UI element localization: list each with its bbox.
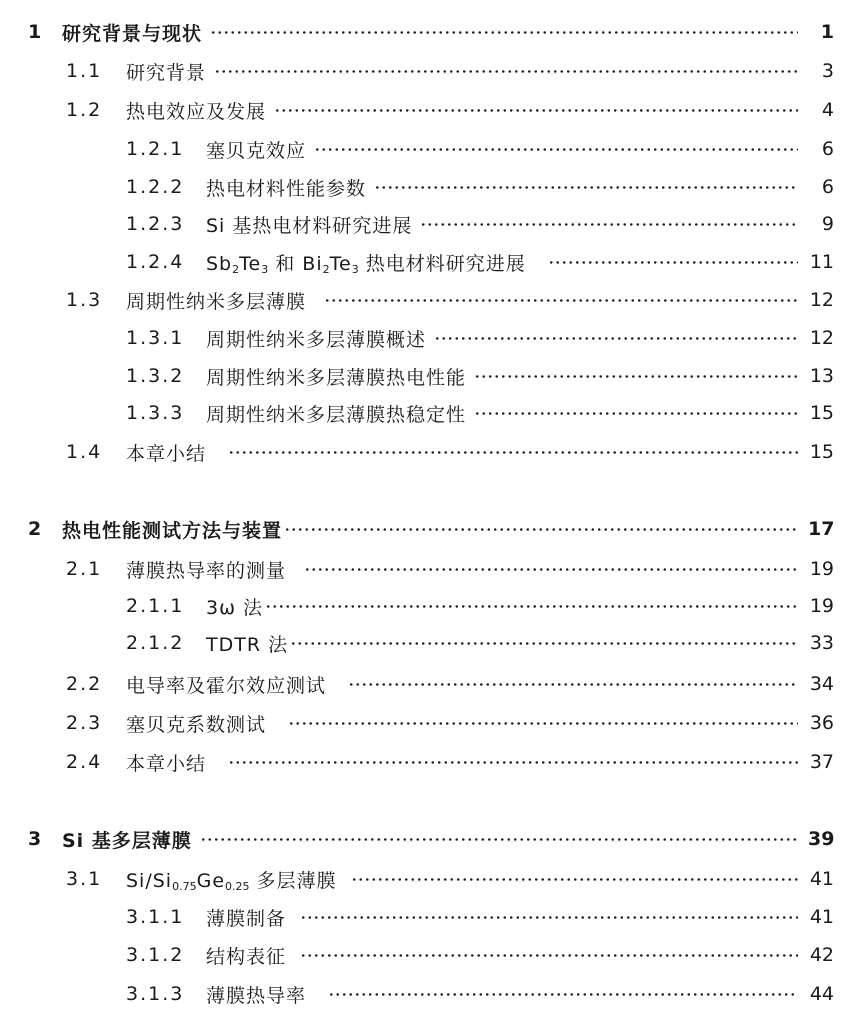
toc-entry-2-1[interactable]	[0, 551, 862, 587]
dot-leader	[474, 412, 798, 415]
dot-leader	[290, 642, 798, 645]
toc-number: 1.4	[66, 441, 103, 463]
toc-entry-1-3-3[interactable]	[0, 395, 862, 431]
toc-page-number: 39	[808, 828, 835, 850]
toc-number: 2.1	[66, 558, 103, 580]
toc-page-number: 36	[809, 712, 834, 734]
toc-page-number: 13	[809, 365, 834, 387]
toc-number: 2.1.2	[126, 632, 185, 654]
toc-page-number: 34	[809, 673, 834, 695]
toc-page-number: 15	[809, 441, 834, 463]
toc-entry-1-2-1[interactable]	[0, 131, 862, 167]
formula-element: Si/Si	[126, 869, 173, 892]
title-text: 热电材料研究进展	[358, 252, 526, 275]
dot-leader	[284, 528, 798, 531]
toc-title: 热电效应及发展	[126, 100, 267, 123]
toc-page-number: 11	[809, 251, 834, 273]
toc-number: 2.3	[66, 712, 103, 734]
dot-leader	[228, 761, 798, 764]
toc-entry-1-3-1[interactable]	[0, 320, 862, 356]
dot-leader	[474, 375, 798, 378]
toc-title: 热电材料性能参数	[206, 177, 367, 200]
toc-title: 本章小结	[126, 752, 207, 775]
toc-title: Si 基多层薄膜	[62, 829, 192, 852]
toc-page-number: 19	[809, 595, 834, 617]
toc-number: 3	[28, 828, 42, 850]
toc-title: 周期性纳米多层薄膜热电性能	[206, 366, 467, 389]
toc-title: 研究背景	[126, 61, 207, 84]
toc-number: 1.3.1	[126, 327, 185, 349]
toc-entry-1-2-3[interactable]	[0, 206, 862, 242]
toc-entry-1-2-2[interactable]	[0, 169, 862, 205]
formula-subscript: 0.25	[225, 879, 250, 893]
toc-entry-1-1[interactable]	[0, 53, 862, 89]
toc-page-number: 19	[809, 558, 834, 580]
toc-entry-1-3-2[interactable]	[0, 358, 862, 394]
dot-leader	[351, 878, 798, 881]
toc-entry-1[interactable]	[0, 14, 862, 50]
toc-title: 薄膜热导率的测量	[126, 559, 287, 582]
dot-leader	[200, 838, 798, 841]
toc-page-number: 42	[809, 944, 834, 966]
toc-page-number: 6	[821, 138, 834, 160]
toc-number: 1.3	[66, 289, 103, 311]
toc-title: 塞贝克效应	[206, 139, 307, 162]
toc-entry-1-4[interactable]	[0, 434, 862, 470]
toc-title: TDTR 法	[206, 633, 289, 656]
toc-number: 1.3.3	[126, 402, 185, 424]
toc-entry-3[interactable]	[0, 821, 862, 857]
toc-page-number: 41	[809, 868, 834, 890]
formula-element: Ge	[196, 869, 226, 892]
toc-entry-2-2[interactable]	[0, 666, 862, 702]
toc-title	[126, 866, 337, 893]
dot-leader	[288, 722, 798, 725]
toc-page-number: 4	[821, 99, 834, 121]
toc-title: 周期性纳米多层薄膜热稳定性	[206, 403, 467, 426]
toc-number: 1.2	[66, 99, 103, 121]
toc-title	[206, 249, 526, 276]
toc-entry-1-2[interactable]	[0, 92, 862, 128]
formula-subscript: 0.75	[172, 879, 197, 893]
toc-number: 2	[28, 518, 42, 540]
dot-leader	[324, 299, 798, 302]
dot-leader	[265, 605, 798, 608]
toc-title: 结构表征	[206, 945, 287, 968]
toc-entry-1-2-4[interactable]	[0, 244, 862, 280]
toc-number: 3.1.3	[126, 983, 185, 1005]
toc-number: 1.2.4	[126, 251, 185, 273]
toc-entry-1-3[interactable]	[0, 282, 862, 318]
toc-title: 周期性纳米多层薄膜	[126, 290, 307, 313]
toc-entry-2-1-2[interactable]	[0, 625, 862, 661]
toc-number: 1.2.2	[126, 176, 185, 198]
dot-leader	[304, 568, 798, 571]
dot-leader	[300, 916, 798, 919]
toc-entry-3-1-3[interactable]	[0, 976, 862, 1012]
toc-entry-2-3[interactable]	[0, 705, 862, 741]
toc-number: 1.3.2	[126, 365, 185, 387]
dot-leader	[348, 683, 798, 686]
toc-page-number: 12	[809, 289, 834, 311]
toc-number: 2.4	[66, 751, 103, 773]
toc-number: 3.1.1	[126, 906, 185, 928]
title-text: 和 Bi	[268, 252, 323, 275]
dot-leader	[274, 109, 798, 112]
formula-subscript: 3	[261, 262, 269, 276]
formula-element: Te	[239, 252, 262, 275]
toc-page-number: 37	[809, 751, 834, 773]
toc-page-number: 9	[821, 213, 834, 235]
dot-leader	[374, 186, 798, 189]
formula-subscript: 2	[322, 262, 330, 276]
toc-page-number: 15	[809, 402, 834, 424]
toc-title: 3ω 法	[206, 596, 264, 619]
title-text: 多层薄膜	[249, 869, 337, 892]
dot-leader	[314, 148, 798, 151]
toc-page-number: 33	[809, 632, 834, 654]
toc-title: Si 基热电材料研究进展	[206, 214, 413, 237]
toc-number: 1.1	[66, 60, 103, 82]
toc-entry-3-1-1[interactable]	[0, 899, 862, 935]
formula-subscript: 3	[351, 262, 359, 276]
toc-title: 本章小结	[126, 442, 207, 465]
dot-leader	[420, 223, 798, 226]
dot-leader	[300, 954, 798, 957]
toc-entry-3-1-2[interactable]	[0, 937, 862, 973]
toc-title: 周期性纳米多层薄膜概述	[206, 328, 427, 351]
toc-title: 塞贝克系数测试	[126, 713, 267, 736]
toc-page-number: 44	[809, 983, 834, 1005]
toc-page-number: 3	[821, 60, 834, 82]
toc-entry-3-1[interactable]	[0, 861, 862, 897]
dot-leader	[434, 337, 798, 340]
toc-page-number: 12	[809, 327, 834, 349]
toc-title: 热电性能测试方法与装置	[62, 519, 283, 542]
toc-title: 薄膜热导率	[206, 984, 307, 1007]
dot-leader	[214, 70, 798, 73]
formula-element: Te	[329, 252, 352, 275]
toc-number: 1	[28, 21, 42, 43]
dot-leader	[328, 993, 798, 996]
toc-entry-2-4[interactable]	[0, 744, 862, 780]
toc-entry-2-1-1[interactable]	[0, 588, 862, 624]
toc-page-number: 17	[808, 518, 835, 540]
toc-title: 电导率及霍尔效应测试	[126, 674, 327, 697]
toc-title: 研究背景与现状	[62, 22, 203, 45]
toc-number: 3.1.2	[126, 944, 185, 966]
dot-leader	[210, 31, 798, 34]
toc-number: 2.2	[66, 673, 103, 695]
formula-element: Sb	[206, 252, 233, 275]
toc-page-number: 1	[820, 21, 834, 43]
toc-page-number: 6	[821, 176, 834, 198]
toc-title: 薄膜制备	[206, 907, 287, 930]
toc-number: 2.1.1	[126, 595, 185, 617]
formula-subscript: 2	[232, 262, 240, 276]
toc-entry-2[interactable]	[0, 511, 862, 547]
toc-page-number: 41	[809, 906, 834, 928]
toc-number: 3.1	[66, 868, 103, 890]
dot-leader	[228, 451, 798, 454]
dot-leader	[548, 261, 798, 264]
toc-number: 1.2.1	[126, 138, 185, 160]
toc-number: 1.2.3	[126, 213, 185, 235]
